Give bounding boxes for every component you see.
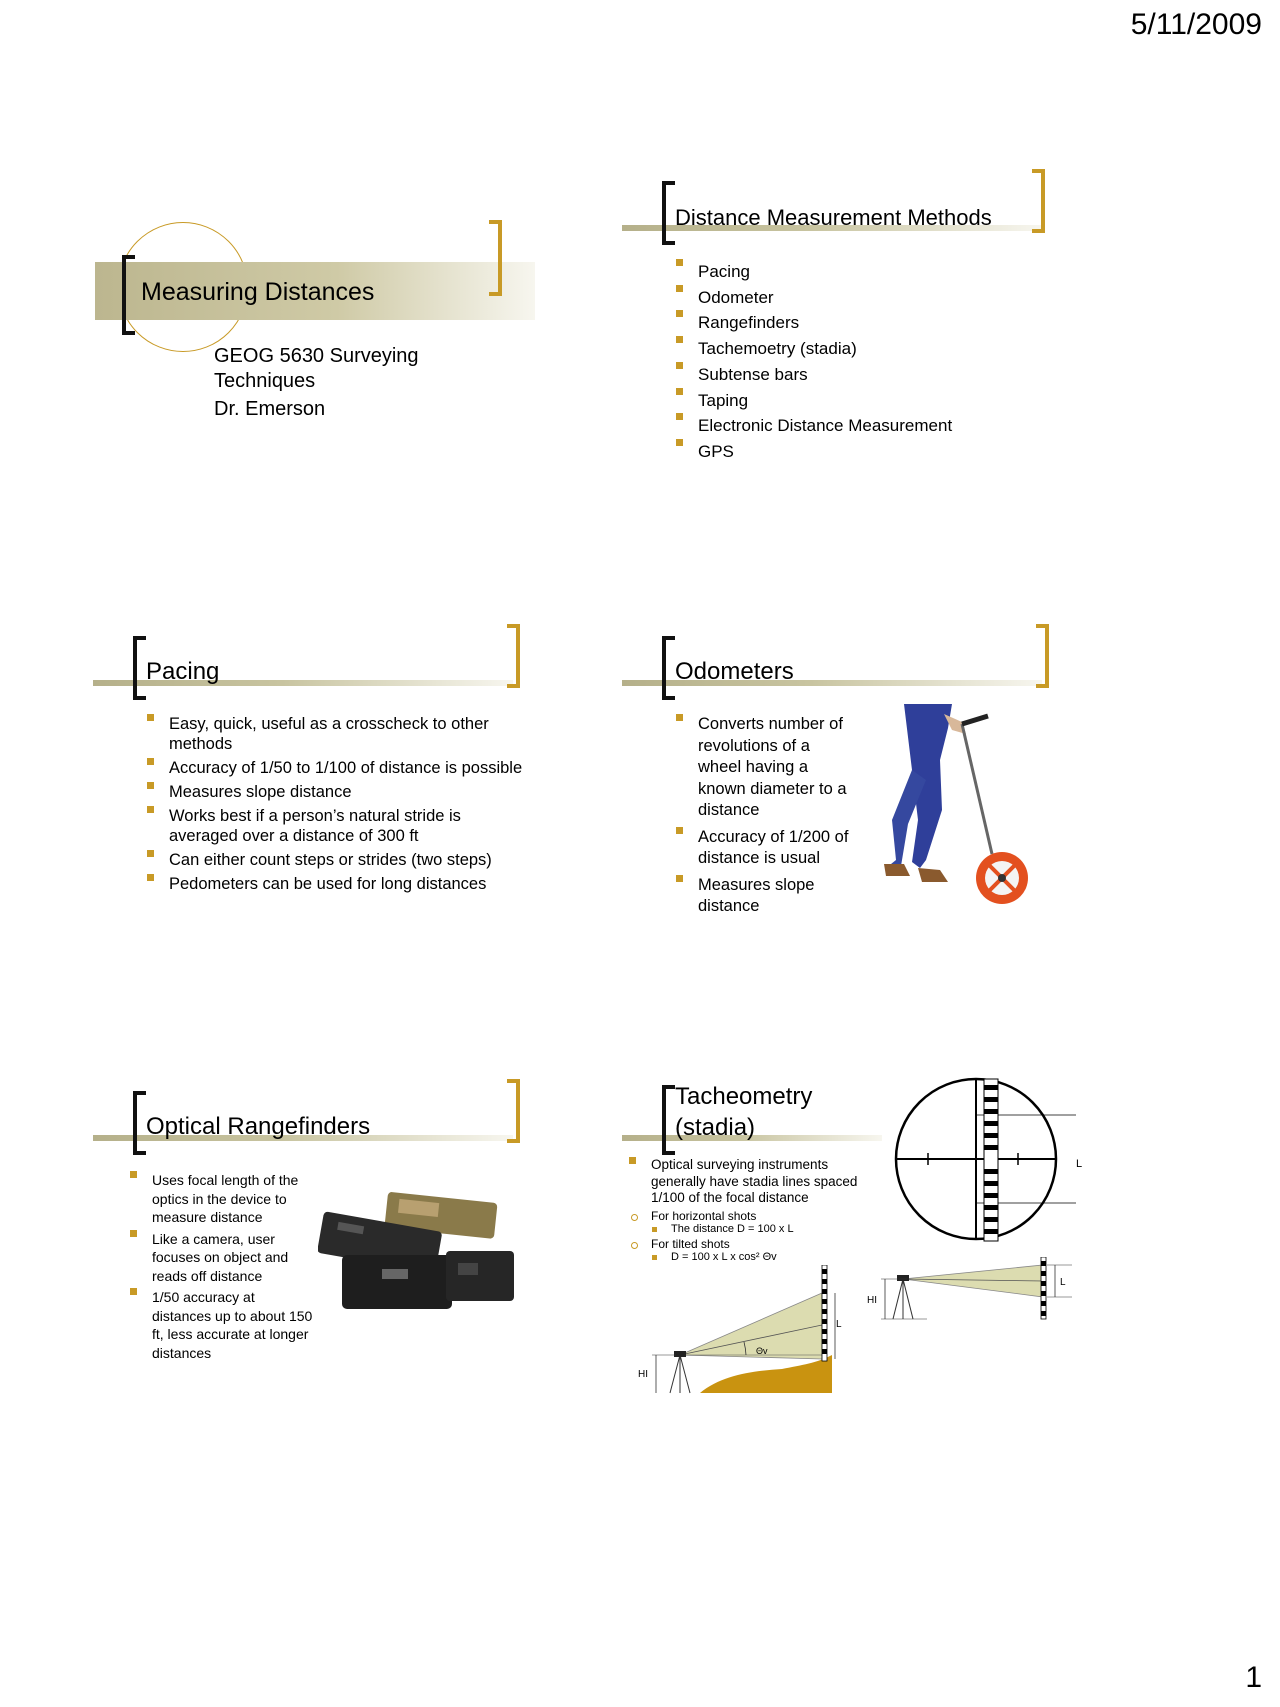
right-bracket xyxy=(1036,624,1049,688)
list-item: Measures slope distance xyxy=(145,782,530,802)
slide-methods xyxy=(622,165,1082,565)
left-bracket xyxy=(122,255,135,335)
left-bracket xyxy=(662,636,675,700)
sub-item-tilted-formula: D = 100 x L x cos² Θv xyxy=(627,1251,867,1263)
sub-item-horizontal: For horizontal shots xyxy=(627,1209,867,1223)
label-theta: Θv xyxy=(756,1346,768,1356)
left-bracket xyxy=(662,181,675,245)
list-item: Like a camera, user focuses on object and reads off distance xyxy=(128,1230,314,1286)
slide-title: Distance Measurement Methods xyxy=(675,205,992,230)
rangefinder-list xyxy=(128,1171,314,1362)
course-line-2: Techniques xyxy=(214,370,316,392)
right-bracket xyxy=(507,624,520,688)
measuring-wheel-photo xyxy=(882,700,1067,920)
list-item: Optical surveying instruments generally have stadia lines spaced 1/100 of the focal distance xyxy=(627,1157,867,1207)
label-L-tilted: L xyxy=(836,1319,842,1330)
list-item: Measures slope distance xyxy=(674,875,856,918)
tilted-sighting-diagram xyxy=(632,1265,847,1400)
label-HI-tilted: HI xyxy=(638,1369,648,1380)
list-item: Taping xyxy=(674,388,952,414)
left-bracket xyxy=(133,636,146,700)
slide-title: Odometers xyxy=(675,658,794,685)
left-bracket xyxy=(662,1085,675,1155)
course-title xyxy=(214,344,419,394)
list-item: Accuracy of 1/50 to 1/100 of distance is possible xyxy=(145,758,530,778)
course-line-1: GEOG 5630 Surveying xyxy=(214,345,419,367)
sub-item-tilted: For tilted shots xyxy=(627,1237,867,1251)
list-item: Rangefinders xyxy=(674,310,952,336)
list-item: Subtense bars xyxy=(674,362,952,388)
slide-title: Optical Rangefinders xyxy=(146,1113,371,1140)
slide-title xyxy=(675,1081,812,1143)
stadia-reticle-diagram xyxy=(886,1075,1088,1245)
title-line-1: Tacheometry xyxy=(675,1083,813,1110)
slide-pacing xyxy=(93,620,553,1020)
author: Dr. Emerson xyxy=(214,398,326,420)
list-item: Can either count steps or strides (two steps) xyxy=(145,850,530,870)
list-item: Works best if a person’s natural stride is averaged over a distance of 300 ft xyxy=(145,806,530,846)
list-item: Easy, quick, useful as a crosscheck to other methods xyxy=(145,714,530,754)
right-bracket xyxy=(507,1079,520,1143)
list-item: Odometer xyxy=(674,285,952,311)
right-bracket xyxy=(489,220,502,296)
slide-rangefinders xyxy=(93,1075,553,1475)
slide-tacheometry xyxy=(622,1075,1092,1435)
list-item: Tachemoetry (stadia) xyxy=(674,336,952,362)
label-L: L xyxy=(1076,1158,1083,1170)
list-item: GPS xyxy=(674,439,952,465)
list-item: 1/50 accuracy at distances up to about 150 ft, less accurate at longer distances xyxy=(128,1288,314,1362)
page-date: 5/11/2009 xyxy=(1130,8,1262,41)
horizontal-sighting-diagram xyxy=(867,1257,1087,1327)
list-item: Accuracy of 1/200 of distance is usual xyxy=(674,827,856,870)
label-HI: HI xyxy=(867,1295,877,1306)
rangefinders-photo xyxy=(318,1185,528,1320)
label-L-horizontal: L xyxy=(1060,1277,1066,1288)
title-line-2: (stadia) xyxy=(675,1114,756,1141)
list-item: Converts number of revolutions of a wheel having a known diameter to a distance xyxy=(674,714,856,822)
page-number: 1 xyxy=(1245,1661,1262,1694)
list-item: Electronic Distance Measurement xyxy=(674,413,952,439)
slide-measuring-distances xyxy=(95,200,555,600)
list-item: Uses focal length of the optics in the device to measure distance xyxy=(128,1171,314,1227)
right-bracket xyxy=(1032,169,1045,233)
pacing-list xyxy=(145,714,530,894)
slide-odometers xyxy=(622,620,1082,1020)
stadia-text xyxy=(627,1157,867,1263)
slide-title: Pacing xyxy=(146,658,220,685)
odometer-list xyxy=(674,714,856,918)
list-item: Pacing xyxy=(674,259,952,285)
slide-title: Measuring Distances xyxy=(141,278,375,306)
list-item: Pedometers can be used for long distances xyxy=(145,874,530,894)
methods-list xyxy=(674,259,952,465)
left-bracket xyxy=(133,1091,146,1155)
stadia-list xyxy=(627,1157,867,1207)
sub-item-horizontal-formula: The distance D = 100 x L xyxy=(627,1223,867,1235)
